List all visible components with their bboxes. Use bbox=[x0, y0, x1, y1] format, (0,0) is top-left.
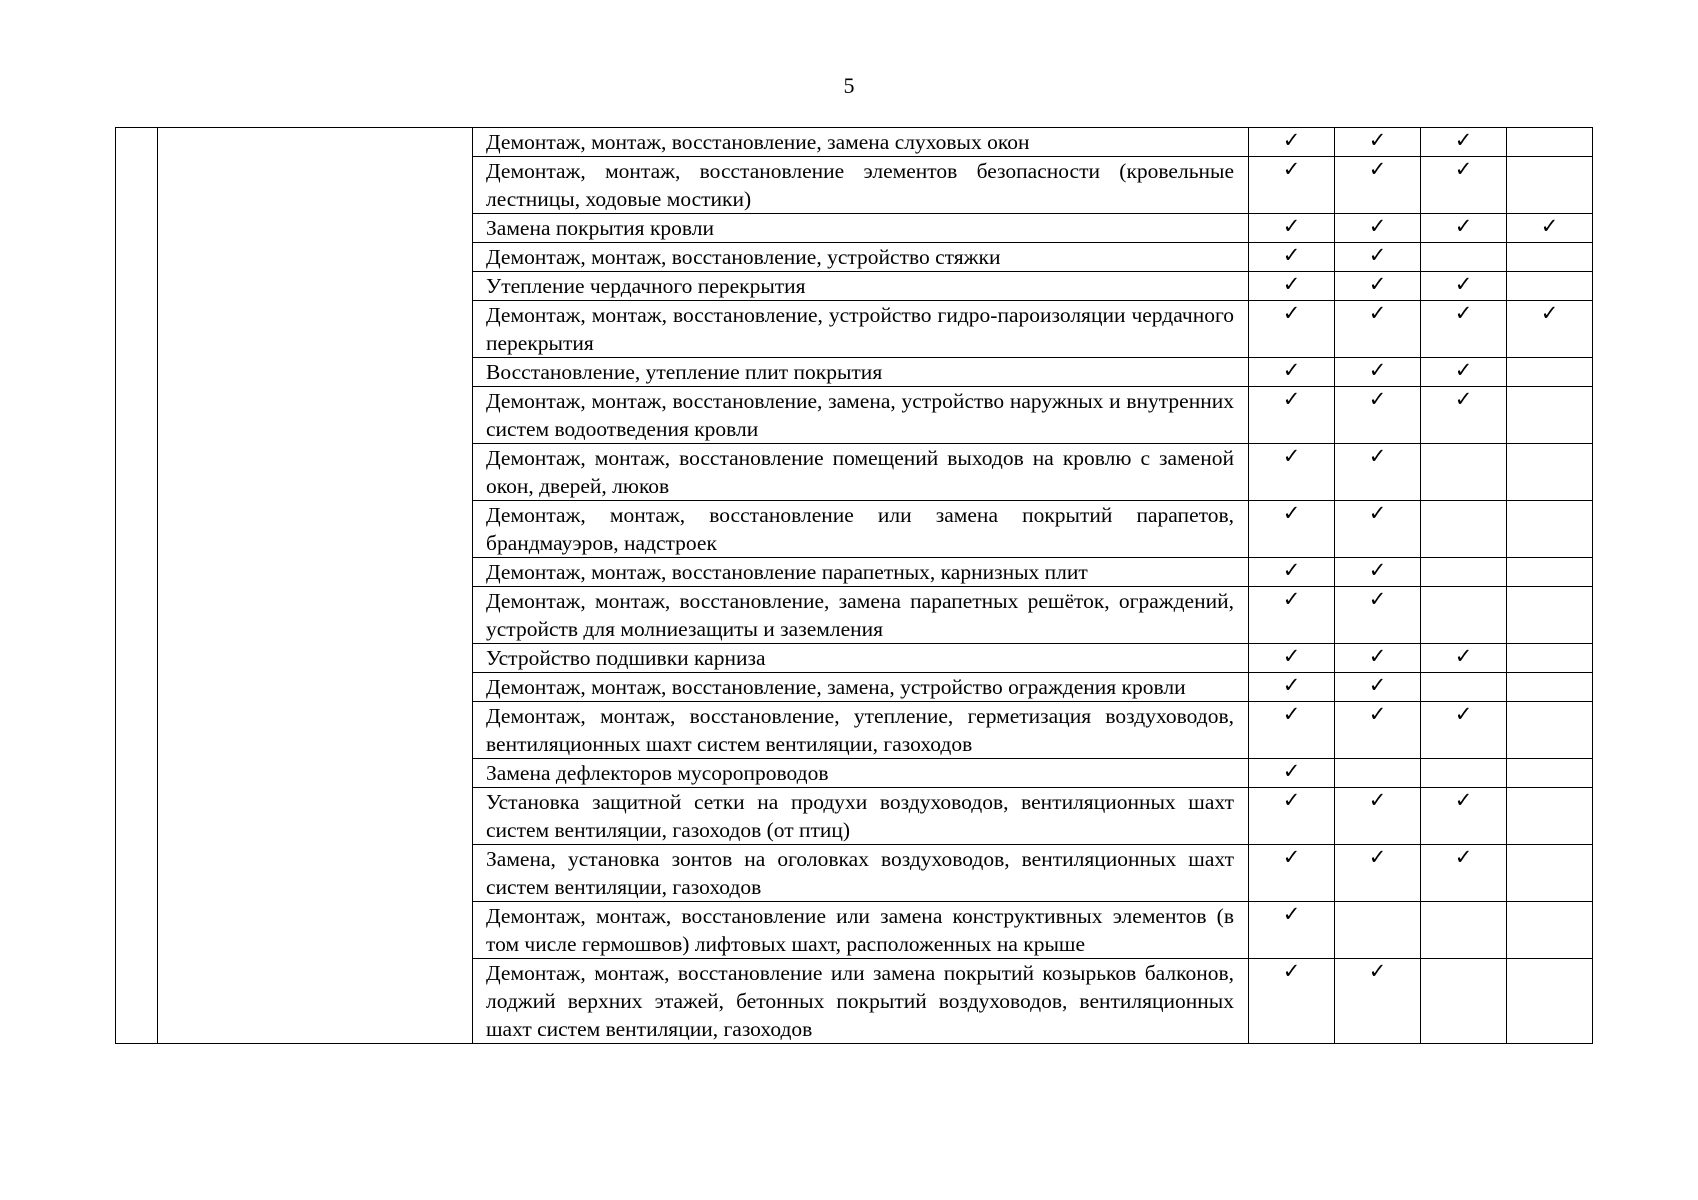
check-cell bbox=[1507, 272, 1593, 301]
checkmark-icon: ✓ bbox=[1368, 702, 1387, 726]
work-description: Замена дефлекторов мусоропроводов bbox=[473, 759, 1249, 788]
checkmark-icon: ✓ bbox=[1368, 387, 1387, 411]
checkmark-icon: ✓ bbox=[1282, 501, 1301, 525]
checkmark-icon: ✓ bbox=[1282, 673, 1301, 697]
check-cell bbox=[1335, 673, 1421, 702]
checkmark-icon: ✓ bbox=[1282, 587, 1301, 611]
check-cell bbox=[1421, 644, 1507, 673]
checkmark-icon: ✓ bbox=[1368, 301, 1387, 325]
check-cell bbox=[1421, 788, 1507, 845]
work-description: Демонтаж, монтаж, восстановление, замена, устройство ограждения кровли bbox=[473, 673, 1249, 702]
check-cell bbox=[1507, 902, 1593, 959]
checkmark-icon: ✓ bbox=[1540, 301, 1559, 325]
check-cell bbox=[1249, 902, 1335, 959]
check-cell bbox=[1249, 558, 1335, 587]
work-description: Демонтаж, монтаж, восстановление, устройство стяжки bbox=[473, 243, 1249, 272]
checkmark-icon: ✓ bbox=[1282, 387, 1301, 411]
checkmark-icon: ✓ bbox=[1454, 845, 1473, 869]
checkmark-icon: ✓ bbox=[1368, 558, 1387, 582]
check-cell bbox=[1335, 301, 1421, 358]
work-description: Демонтаж, монтаж, восстановление, замена слуховых окон bbox=[473, 128, 1249, 157]
work-description: Демонтаж, монтаж, восстановление, замена, устройство наружных и внутренних систем водоотведения кровли bbox=[473, 387, 1249, 444]
checkmark-icon: ✓ bbox=[1282, 358, 1301, 382]
check-cell bbox=[1335, 444, 1421, 501]
check-cell bbox=[1249, 587, 1335, 644]
works-table bbox=[115, 127, 1593, 1044]
checkmark-icon: ✓ bbox=[1282, 444, 1301, 468]
check-cell bbox=[1335, 387, 1421, 444]
checkmark-icon: ✓ bbox=[1454, 128, 1473, 152]
check-cell bbox=[1421, 243, 1507, 272]
check-cell bbox=[1507, 214, 1593, 243]
checkmark-icon: ✓ bbox=[1454, 272, 1473, 296]
work-description: Утепление чердачного перекрытия bbox=[473, 272, 1249, 301]
check-cell bbox=[1507, 558, 1593, 587]
checkmark-icon: ✓ bbox=[1282, 272, 1301, 296]
check-cell bbox=[1249, 501, 1335, 558]
work-description: Устройство подшивки карниза bbox=[473, 644, 1249, 673]
checkmark-icon: ✓ bbox=[1540, 214, 1559, 238]
check-cell bbox=[1507, 157, 1593, 214]
check-cell bbox=[1507, 387, 1593, 444]
checkmark-icon: ✓ bbox=[1454, 644, 1473, 668]
check-cell bbox=[1421, 558, 1507, 587]
check-cell bbox=[1507, 587, 1593, 644]
checkmark-icon: ✓ bbox=[1368, 358, 1387, 382]
work-description: Демонтаж, монтаж, восстановление парапетных, карнизных плит bbox=[473, 558, 1249, 587]
checkmark-icon: ✓ bbox=[1282, 959, 1301, 983]
check-cell bbox=[1249, 788, 1335, 845]
work-description: Демонтаж, монтаж, восстановление, устройство гидро-пароизоляции чердачного перекрытия bbox=[473, 301, 1249, 358]
checkmark-icon: ✓ bbox=[1454, 214, 1473, 238]
checkmark-icon: ✓ bbox=[1368, 243, 1387, 267]
checkmark-icon: ✓ bbox=[1368, 444, 1387, 468]
checkmark-icon: ✓ bbox=[1454, 157, 1473, 181]
check-cell bbox=[1421, 128, 1507, 157]
check-cell bbox=[1507, 959, 1593, 1044]
checkmark-icon: ✓ bbox=[1454, 387, 1473, 411]
checkmark-icon: ✓ bbox=[1368, 587, 1387, 611]
check-cell bbox=[1421, 358, 1507, 387]
check-cell bbox=[1335, 702, 1421, 759]
check-cell bbox=[1249, 673, 1335, 702]
check-cell bbox=[1335, 587, 1421, 644]
check-cell bbox=[1249, 214, 1335, 243]
checkmark-icon: ✓ bbox=[1282, 558, 1301, 582]
check-cell bbox=[1335, 243, 1421, 272]
checkmark-icon: ✓ bbox=[1454, 358, 1473, 382]
check-cell bbox=[1421, 673, 1507, 702]
work-description: Демонтаж, монтаж, восстановление или замена конструктивных элементов (в том числе гермошвов) лифтовых шахт, расположенных на крыше bbox=[473, 902, 1249, 959]
check-cell bbox=[1249, 272, 1335, 301]
check-cell bbox=[1421, 845, 1507, 902]
checkmark-icon: ✓ bbox=[1282, 128, 1301, 152]
check-cell bbox=[1249, 959, 1335, 1044]
check-cell bbox=[1421, 587, 1507, 644]
check-cell bbox=[1507, 644, 1593, 673]
work-description: Демонтаж, монтаж, восстановление или замена покрытий парапетов, брандмауэров, надстроек bbox=[473, 501, 1249, 558]
check-cell bbox=[1249, 157, 1335, 214]
checkmark-icon: ✓ bbox=[1368, 128, 1387, 152]
check-cell bbox=[1335, 501, 1421, 558]
checkmark-icon: ✓ bbox=[1282, 702, 1301, 726]
check-cell bbox=[1335, 128, 1421, 157]
check-cell bbox=[1421, 902, 1507, 959]
check-cell bbox=[1335, 157, 1421, 214]
checkmark-icon: ✓ bbox=[1282, 759, 1301, 783]
check-cell bbox=[1249, 644, 1335, 673]
checkmark-icon: ✓ bbox=[1282, 214, 1301, 238]
page-number: 5 bbox=[843, 73, 855, 98]
check-cell bbox=[1421, 387, 1507, 444]
check-cell bbox=[1507, 759, 1593, 788]
checkmark-icon: ✓ bbox=[1368, 959, 1387, 983]
check-cell bbox=[1335, 558, 1421, 587]
check-cell bbox=[1507, 128, 1593, 157]
checkmark-icon: ✓ bbox=[1282, 644, 1301, 668]
check-cell bbox=[1421, 759, 1507, 788]
work-description: Демонтаж, монтаж, восстановление, утепление, герметизация воздуховодов, вентиляционных шахт систем вентиляции, газоходов bbox=[473, 702, 1249, 759]
check-cell bbox=[1249, 759, 1335, 788]
work-description: Демонтаж, монтаж, восстановление или замена покрытий козырьков балконов, лоджий верхних этажей, бетонных покрытий воздуховодов, вентиляционных шахт систем вентиляции, газоходов bbox=[473, 959, 1249, 1044]
check-cell bbox=[1507, 501, 1593, 558]
checkmark-icon: ✓ bbox=[1454, 788, 1473, 812]
work-description: Установка защитной сетки на продухи воздуховодов, вентиляционных шахт систем вентиляции, газоходов (от птиц) bbox=[473, 788, 1249, 845]
checkmark-icon: ✓ bbox=[1368, 788, 1387, 812]
work-description: Демонтаж, монтаж, восстановление помещений выходов на кровлю с заменой окон, дверей, люков bbox=[473, 444, 1249, 501]
checkmark-icon: ✓ bbox=[1368, 272, 1387, 296]
check-cell bbox=[1249, 243, 1335, 272]
check-cell bbox=[1335, 644, 1421, 673]
check-cell bbox=[1335, 902, 1421, 959]
checkmark-icon: ✓ bbox=[1368, 644, 1387, 668]
check-cell bbox=[1421, 501, 1507, 558]
checkmark-icon: ✓ bbox=[1368, 501, 1387, 525]
check-cell bbox=[1249, 301, 1335, 358]
work-description: Демонтаж, монтаж, восстановление, замена парапетных решёток, ограждений, устройств для молниезащиты и заземления bbox=[473, 587, 1249, 644]
checkmark-icon: ✓ bbox=[1282, 845, 1301, 869]
check-cell bbox=[1507, 444, 1593, 501]
check-cell bbox=[1507, 358, 1593, 387]
check-cell bbox=[1507, 301, 1593, 358]
checkmark-icon: ✓ bbox=[1282, 243, 1301, 267]
check-cell bbox=[1249, 387, 1335, 444]
number-column-cell bbox=[116, 128, 158, 1044]
checkmark-icon: ✓ bbox=[1368, 845, 1387, 869]
check-cell bbox=[1335, 788, 1421, 845]
check-cell bbox=[1507, 788, 1593, 845]
checkmark-icon: ✓ bbox=[1282, 157, 1301, 181]
work-description: Замена покрытия кровли bbox=[473, 214, 1249, 243]
check-cell bbox=[1249, 128, 1335, 157]
checkmark-icon: ✓ bbox=[1368, 214, 1387, 238]
checkmark-icon: ✓ bbox=[1282, 788, 1301, 812]
check-cell bbox=[1421, 157, 1507, 214]
work-description: Демонтаж, монтаж, восстановление элементов безопасности (кровельные лестницы, ходовые мостики) bbox=[473, 157, 1249, 214]
check-cell bbox=[1421, 272, 1507, 301]
check-cell bbox=[1249, 358, 1335, 387]
check-cell bbox=[1507, 702, 1593, 759]
check-cell bbox=[1335, 959, 1421, 1044]
check-cell bbox=[1421, 702, 1507, 759]
work-description: Восстановление, утепление плит покрытия bbox=[473, 358, 1249, 387]
checkmark-icon: ✓ bbox=[1368, 157, 1387, 181]
check-cell bbox=[1335, 214, 1421, 243]
check-cell bbox=[1421, 444, 1507, 501]
check-cell bbox=[1249, 444, 1335, 501]
table-row bbox=[116, 128, 1593, 157]
check-cell bbox=[1249, 702, 1335, 759]
checkmark-icon: ✓ bbox=[1454, 702, 1473, 726]
checkmark-icon: ✓ bbox=[1282, 902, 1301, 926]
check-cell bbox=[1335, 759, 1421, 788]
check-cell bbox=[1335, 358, 1421, 387]
element-column-cell bbox=[158, 128, 473, 1044]
check-cell bbox=[1335, 272, 1421, 301]
check-cell bbox=[1421, 301, 1507, 358]
check-cell bbox=[1249, 845, 1335, 902]
checkmark-icon: ✓ bbox=[1282, 301, 1301, 325]
check-cell bbox=[1507, 673, 1593, 702]
work-description: Замена, установка зонтов на оголовках воздуховодов, вентиляционных шахт систем вентиляции, газоходов bbox=[473, 845, 1249, 902]
check-cell bbox=[1335, 845, 1421, 902]
check-cell bbox=[1507, 243, 1593, 272]
checkmark-icon: ✓ bbox=[1454, 301, 1473, 325]
check-cell bbox=[1421, 959, 1507, 1044]
check-cell bbox=[1421, 214, 1507, 243]
checkmark-icon: ✓ bbox=[1368, 673, 1387, 697]
check-cell bbox=[1507, 845, 1593, 902]
